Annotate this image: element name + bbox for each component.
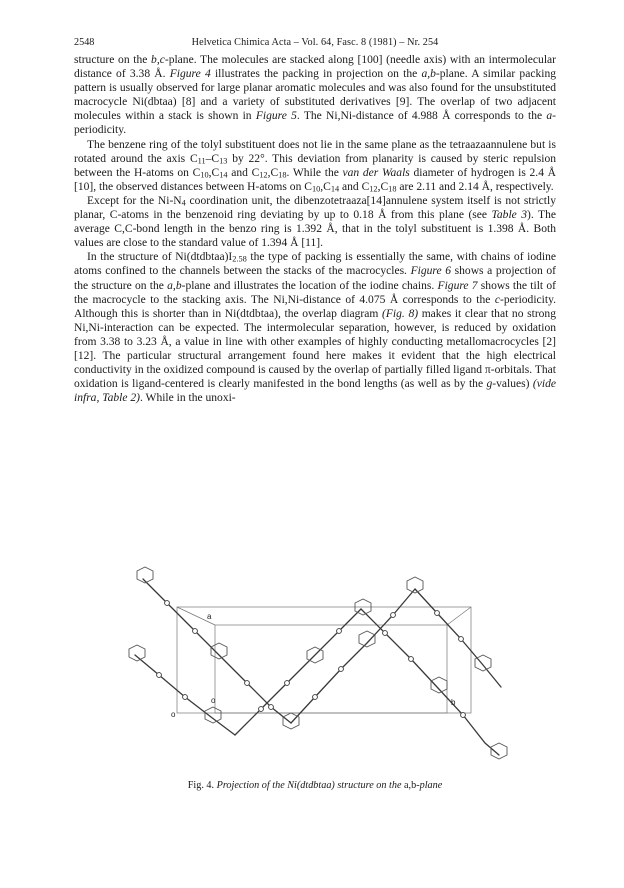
paragraph-1: structure on the b,c-plane. The molecules are stacked along [100] (needle axis) with an intermolecular distance of 3.38 Å. Figure 4 illustrates the packing in projection on the a,b-plane. A similar packing pattern is usually observed for large planar aromatic molecules and was also found for the unsubstituted macrocycle Ni(dbtaa) [8] and a variety of substituted derivatives [9]. The overlap of two adjacent molecules within a stack is shown in Figure 5. The Ni,Ni-distance of 4.988 Å corresponds to the a-periodicity.	[74, 54, 556, 137]
axis-label-a: a	[207, 612, 212, 621]
running-header	[74, 37, 556, 53]
packing-diagram	[115, 547, 519, 765]
origin-label-1: o	[171, 710, 176, 719]
caption-text-1: Projection of the Ni(dtdbtaa) structure on the	[216, 780, 405, 791]
benzo-rings	[129, 567, 507, 759]
body-text	[74, 53, 556, 405]
caption-text-2: -plane	[416, 780, 443, 791]
paragraph-4: In the structure of $Ni(dtdbtaa)I_{2.58}$ the type of packing is essentially the same, with chains of iodine atoms confined to the channels between the stacks of the macrocycles. Figure 6 shows a projection of the structure on the a,b-plane and illustrates the location of the iodine chains. Figure 7 shows the tilt of the macrocycle to the stacking axis. The Ni,Ni-distance of 4.075 Å corresponds to the c-periodicity. Although this is shorter than in Ni(dtdbtaa), the overlap diagram (Fig. 8) makes it clear that no strong Ni,Ni-interaction can be expected. The intermolecular separation, however, is reduced by oxidation from 3.38 to 3.23 Å, a value in line with other examples of highly conducting metallomacrocycles [2] [12]. The particular structural arrangement found here makes it evident that the high electrical conductivity in the oxidized compound is caused by the overlap of partially filled ligand π-orbitals. That oxidation is ligand-centered is clearly manifested in the bond lengths (as well as by the g-values) (vide infra, Table 2). While in the unoxi-	[74, 251, 557, 405]
paragraph-3: Except for the $Ni-N_4$ coordination unit, the dibenzotetraaza[14]annulene system itself is not strictly planar, C-atoms in the benzenoid ring deviating by up to 0.18 Å from this plane (see Table 3). The average C,C-bond length in the benzo ring is 1.392 Å, that in the tolyl substituent is 1.398 Å. Both values are close to the standard value of 1.394 Å [11].	[74, 194, 556, 250]
caption-prefix: Fig. 4.	[187, 780, 215, 791]
running-title: Helvetica Chimica Acta – Vol. 64, Fasc. 8 (1981) – Nr. 254	[191, 37, 439, 48]
caption-axes: a,b	[404, 780, 417, 791]
axis-label-b: b	[451, 698, 456, 707]
unit-cell	[177, 607, 471, 713]
crystal-packing-figure	[115, 547, 519, 765]
paragraph-2: The benzene ring of the tolyl substituent does not lie in the same plane as the tetraazaannulene but is rotated around the axis $C_{11}-C_{13}$ by 22°. This deviation from planarity is caused by steric repulsion between the H-atoms on $C_{10},C_{14}$ and $C_{12},C_{18}$. While the van der Waals diameter of hydrogen is 2.4 Å [10], the observed distances between H-atoms on $C_{10},C_{14}$ and $C_{12},C_{18}$ are 2.11 and 2.14 Å, respectively.	[74, 138, 556, 194]
page-number: 2548	[74, 37, 95, 48]
molecule-chains	[135, 579, 501, 755]
origin-label-2: o	[211, 696, 216, 705]
figure-caption	[74, 780, 556, 791]
